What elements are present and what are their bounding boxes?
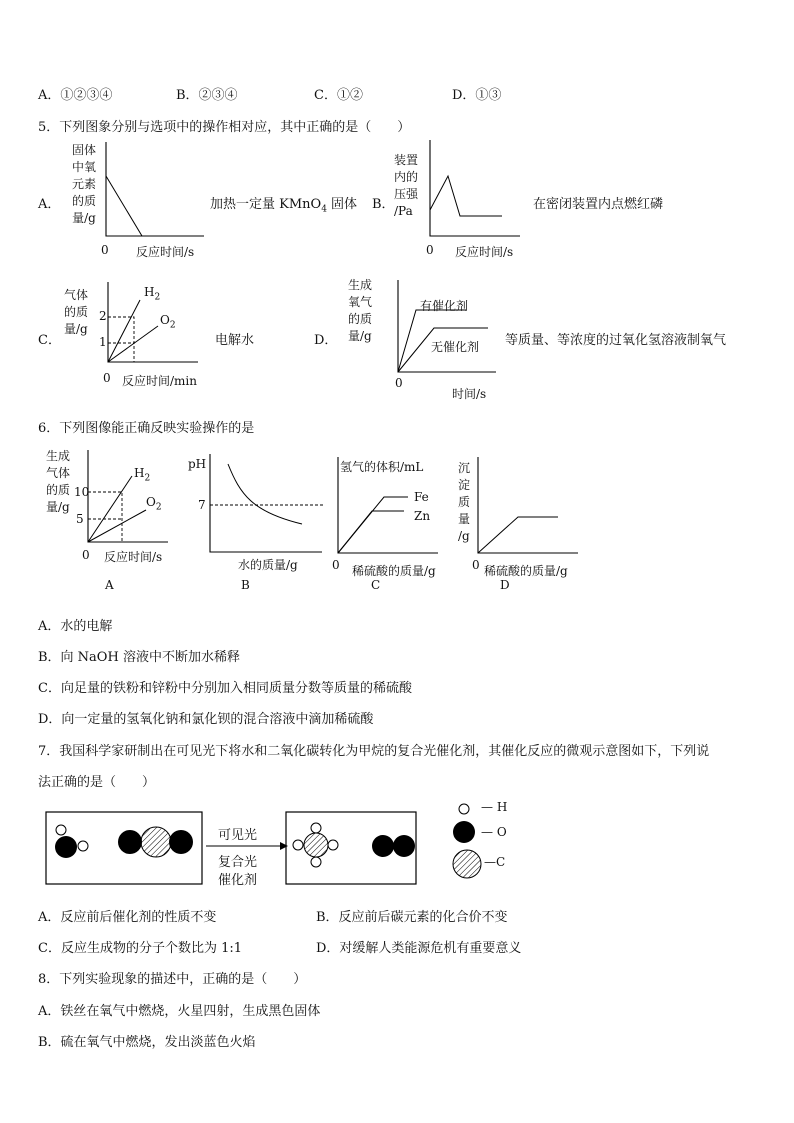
q7-arrow-bottom-label1: 复合光 [218,855,258,870]
q5-stem: 5．下列图象分别与选项中的操作相对应，其中正确的是（ ） [38,120,411,135]
q6a-o2-sub: 2 [155,502,162,513]
c-atom [304,833,328,857]
q5d-curve2-label: 无催化剂 [431,340,480,354]
q5a-letter: A． [38,197,61,212]
q7-stem-line2: 法正确的是（ ） [38,775,156,790]
q5a-curve [106,176,142,236]
q5b-ylabel-line: 装置 [394,153,419,167]
h-atom [78,841,88,851]
legend-o-atom [453,821,475,843]
q6a-h2-sub: 2 [144,473,151,484]
q5d-ylabel [348,277,382,345]
q5c-desc: 电解水 [215,333,255,348]
q6c-caption: C [371,578,381,592]
q6-stem: 6．下列图像能正确反映实验操作的是 [38,421,255,436]
q6a-h2-text: H [134,466,145,480]
q6-option-a: A．水的电解 [38,619,113,634]
q6b-tick-7: 7 [198,498,206,512]
q5d-curve1-label: 有催化剂 [420,299,469,313]
q5c-h2-sub: 2 [154,292,161,303]
q5a-desc-post: 固体 [326,197,358,212]
q6d-xlabel: 稀硫酸的质量/g [484,564,568,578]
q6a-h2-line [88,476,132,542]
q5c-ylabel-line: 量/g [64,322,88,336]
q5b-ylabel-line: 内的 [394,170,419,184]
q5c-h2-line [108,300,140,362]
q6a-ylabel [46,448,82,516]
q6c-fe-curve [338,497,408,553]
q7-legend-o: — O [481,825,507,839]
q6b-xlabel: 水的质量/g [238,558,298,572]
q5c-h2-label [144,285,160,302]
q6d-ylabel-line: 沉 [458,461,471,475]
h-atom [293,840,303,850]
q5a-desc [210,193,357,215]
q6c-zn-curve [338,511,404,553]
q5d-graph [392,276,502,376]
q4-option-b: B．②③④ [176,88,238,103]
q5a-origin: 0 [101,243,109,257]
q6b-ylabel: pH [188,457,207,471]
q5d-ylabel-line: 量/g [348,329,372,343]
q5b-curve [430,176,502,216]
q7-legend-c: —C [484,855,506,869]
q6d-ylabel-line: 淀 [458,478,471,492]
q6a-origin: 0 [82,548,90,562]
q5a-ylabel [64,142,104,227]
q6a-tick-10: 10 [74,485,90,499]
q5a-ylabel-line: 元素 [71,177,96,191]
q6c-origin: 0 [332,558,340,572]
q6c-ylabel: 氢气的体积/mL [340,460,424,474]
q7-option-c: C．反应生成物的分子个数比为 1:1 [38,941,243,956]
h-atom [56,825,66,835]
q5c-o2-text: O [160,313,170,327]
q5a-ylabel-line: 量/g [72,211,96,225]
q5d-ylabel-line: 氧气 [348,295,373,309]
legend-c-atom [453,850,481,878]
q8-option-b: B．硫在氧气中燃烧，发出淡蓝色火焰 [38,1035,256,1050]
q6a-ylabel-line: 气体 [46,466,71,480]
q5a-xlabel: 反应时间/s [136,245,195,259]
q5c-xlabel: 反应时间/min [122,374,197,388]
q6b-curve [228,464,302,524]
q5d-xlabel: 时间/s [452,387,487,401]
q8-stem: 8．下列实验现象的描述中，正确的是（ ） [38,972,307,987]
q7-stem-line1: 7．我国科学家研制出在可见光下将水和二氧化碳转化为甲烷的复合光催化剂，其催化反应的微观示意图如下，下列说 [38,744,710,759]
q5c-o2-label [160,313,176,330]
q6a-o2-label [146,495,162,512]
q5d-origin: 0 [395,376,403,390]
o-atom [169,830,193,854]
q6a-o2-line [88,510,146,542]
q6d-origin: 0 [472,558,480,572]
o-atom [393,835,415,857]
q5c-ylabel-line: 气体 [64,288,89,302]
h-atom [328,840,338,850]
q6-option-c: C．向足量的铁粉和锌粉中分别加入相同质量分数等质量的稀硫酸 [38,681,412,696]
q6c-xlabel: 稀硫酸的质量/g [352,564,436,578]
q6a-caption: A [105,578,114,592]
q7-arrow-top-label: 可见光 [218,828,258,843]
q4-option-a: A．①②③④ [38,88,113,103]
q6a-ylabel-line: 量/g [46,500,70,514]
c-atom [141,827,171,857]
q6a-h2-label [134,466,150,483]
q6c-fe-label: Fe [414,490,429,504]
q6-option-d: D．向一定量的氢氧化钠和氯化钡的混合溶液中滴加稀硫酸 [38,712,374,727]
q6d-ylabel-line: /g [458,529,470,543]
o-atom [55,836,77,858]
q6a-ylabel-line: 的质 [46,483,71,497]
q5c-o2-line [108,326,158,362]
q5a-desc-pre: 加热一定量 KMnO [210,197,322,212]
q7-reaction-diagram [44,804,544,894]
o-atom [372,835,394,857]
q5b-letter: B． [372,197,395,212]
q5b-xlabel: 反应时间/s [455,245,514,259]
q6d-ylabel-line: 量 [458,512,471,526]
q5c-tick-1: 1 [99,335,107,349]
q7-option-b: B．反应前后碳元素的化合价不变 [316,910,508,925]
q6c-graph [334,455,444,555]
q5c-ylabel-line: 的质 [64,305,89,319]
q5b-graph [424,138,524,238]
q6b-caption: B [241,578,250,592]
q6c-zn-label: Zn [414,509,431,523]
q7-legend-h: — H [481,800,508,814]
q5b-ylabel-line: /Pa [394,204,413,218]
q6a-tick-5: 5 [76,512,84,526]
q5d-ylabel-line: 的质 [348,312,373,326]
h-atom [311,857,321,867]
q5b-desc: 在密闭装置内点燃红磷 [533,197,664,212]
q4-option-c: C．①② [314,88,363,103]
q7-option-d: D．对缓解人类能源危机有重要意义 [316,941,522,956]
q5b-origin: 0 [426,243,434,257]
q5c-o2-sub: 2 [169,320,176,331]
o-atom [118,830,142,854]
q5c-ylabel [64,287,100,338]
q5a-graph [100,140,210,240]
q5b-ylabel-line: 压强 [394,187,419,201]
q6d-graph [474,455,584,555]
q6a-ylabel-line: 生成 [46,449,71,463]
q5c-letter: C． [38,333,61,348]
h-atom [311,823,321,833]
q7-option-a: A．反应前后催化剂的性质不变 [38,910,217,925]
q5a-ylabel-line: 中氧 [71,160,96,174]
q6-option-b: B．向 NaOH 溶液中不断加水稀释 [38,650,240,665]
q5c-tick-2: 2 [99,309,107,323]
q6d-ylabel-line: 质 [458,495,471,509]
q4-option-d: D．①③ [452,88,502,103]
q6a-xlabel: 反应时间/s [104,550,163,564]
q5d-desc: 等质量、等浓度的过氧化氢溶液制氧气 [505,333,727,348]
q8-option-a: A．铁丝在氧气中燃烧，火星四射，生成黑色固体 [38,1004,321,1019]
q5d-letter: D． [314,333,338,348]
q6b-graph [206,452,326,552]
q5c-origin: 0 [103,371,111,385]
q6a-o2-text: O [146,495,156,509]
q7-arrow-bottom-label2: 催化剂 [218,873,258,888]
legend-h-atom [459,804,469,814]
q6d-curve [478,517,558,553]
q5a-desc-sub: 4 [321,204,327,215]
q5a-ylabel-line: 固体 [71,143,96,157]
q5a-ylabel-line: 的质 [71,194,96,208]
q6d-caption: D [500,578,510,592]
q5d-ylabel-line: 生成 [348,278,373,292]
q5c-h2-text: H [144,285,155,299]
